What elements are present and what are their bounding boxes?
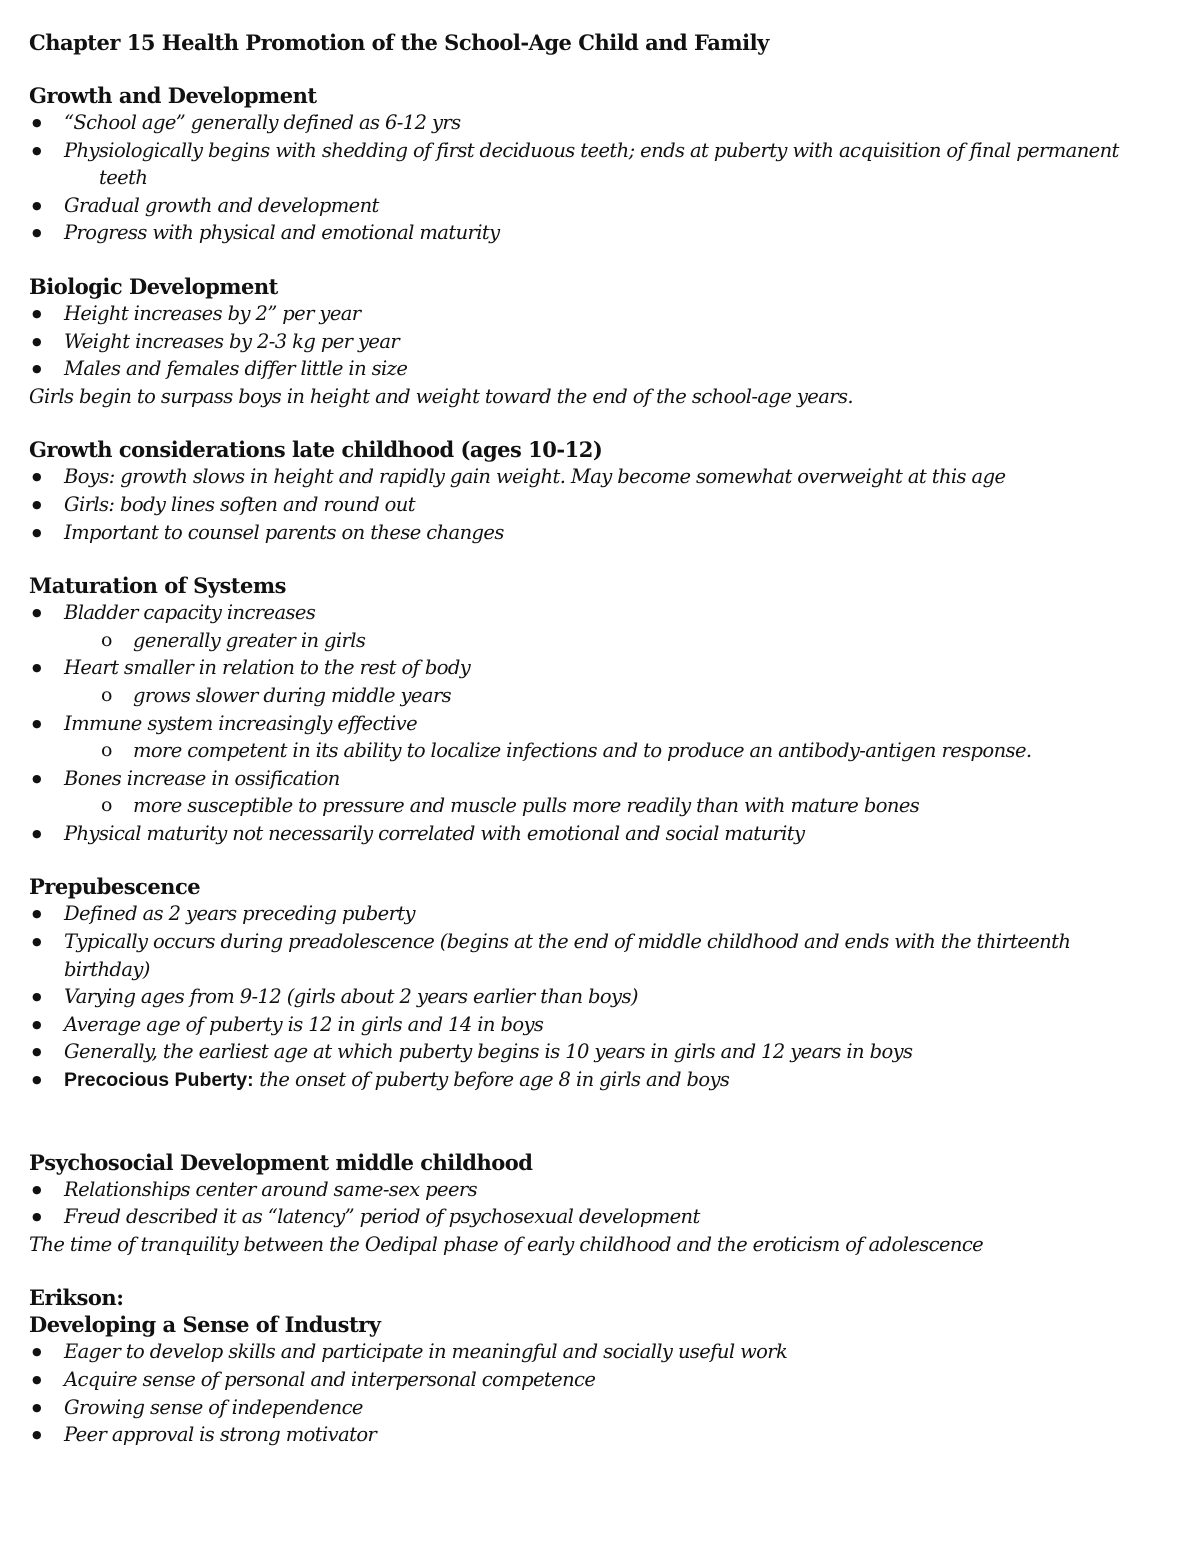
spacer <box>29 1121 1179 1149</box>
list-item: ● Average age of puberty is 12 in girls and 14 in boys <box>29 1011 1179 1039</box>
list-item: ● Heart smaller in relation to the rest of body <box>29 654 1179 682</box>
list-item: ● Acquire sense of personal and interpersonal competence <box>29 1366 1179 1394</box>
section-heading: Maturation of Systems <box>29 573 286 599</box>
list-item: ● “School age” generally defined as 6-12 yrs <box>29 109 1179 137</box>
list-item: ● Weight increases by 2-3 kg per year <box>29 328 1179 356</box>
term-label: Precocious Puberty: <box>64 1069 254 1092</box>
section-psychosocial <box>29 1149 1179 1259</box>
bullet-list <box>29 599 1179 847</box>
section-erikson <box>29 1284 1179 1448</box>
list-item: ● Girls: body lines soften and round out <box>29 491 1179 519</box>
list-item: ● Peer approval is strong motivator <box>29 1421 1179 1449</box>
section-note: Girls begin to surpass boys in height and weight toward the end of the school-age years. <box>29 384 853 408</box>
section-heading: Erikson: <box>29 1285 124 1311</box>
list-item: ● Eager to develop skills and participate in meaningful and socially useful work <box>29 1338 1179 1366</box>
sub-list-item: o grows slower during middle years <box>29 682 1179 710</box>
section-heading: Biologic Development <box>29 273 278 299</box>
list-item: ● Defined as 2 years preceding puberty <box>29 900 1179 928</box>
section-prepubescence <box>29 873 1179 1094</box>
section-heading: Growth and Development <box>29 83 317 108</box>
page-title: Chapter 15 Health Promotion of the School-Age Child and Family <box>29 30 769 55</box>
list-item <box>29 137 1179 192</box>
section-heading: Growth considerations late childhood (ages 10-12) <box>29 437 603 463</box>
list-item: ● Males and females differ little in size <box>29 355 1179 383</box>
section-biologic <box>29 273 1179 410</box>
sub-list-item: o more susceptible to pressure and muscle pulls more readily than with mature bones <box>29 792 1179 820</box>
section-note: The time of tranquility between the Oedipal phase of early childhood and the eroticism of adolescence <box>29 1232 984 1256</box>
section-late-childhood <box>29 436 1179 546</box>
section-growth <box>29 82 1179 247</box>
bullet-list <box>29 1176 1179 1231</box>
bullet-list <box>29 109 1179 247</box>
list-item: ● Height increases by 2” per year <box>29 300 1179 328</box>
list-item: ● Important to counsel parents on these changes <box>29 519 1179 547</box>
list-item <box>29 928 1179 983</box>
section-heading: Psychosocial Development middle childhood <box>29 1149 533 1175</box>
list-item: ● Relationships center around same-sex peers <box>29 1176 1179 1204</box>
list-item-continuation: teeth <box>99 166 148 190</box>
term-definition: the onset of puberty before age 8 in girls and boys <box>253 1068 730 1092</box>
sub-list-item: o generally greater in girls <box>29 627 1179 655</box>
bullet-list <box>29 300 1179 383</box>
list-item-continuation: birthday) <box>64 957 150 981</box>
section-heading: Prepubescence <box>29 874 201 900</box>
list-item: ● Varying ages from 9-12 (girls about 2 years earlier than boys) <box>29 983 1179 1011</box>
list-item: ● Growing sense of independence <box>29 1394 1179 1422</box>
list-item: ● Generally, the earliest age at which puberty begins is 10 years in girls and 12 years in boys <box>29 1038 1179 1066</box>
document-page <box>29 28 1179 1475</box>
list-item <box>29 1066 1179 1095</box>
bullet-list <box>29 1338 1179 1448</box>
list-item: ● Freud described it as “latency” period of psychosexual development <box>29 1203 1179 1231</box>
bullet-list <box>29 900 1179 1094</box>
list-item: ● Boys: growth slows in height and rapidly gain weight. May become somewhat overweight at this age <box>29 463 1179 491</box>
list-item-text: Typically occurs during preadolescence (begins at the end of middle childhood and ends with the thirteenth <box>64 930 1071 954</box>
list-item: ● Bladder capacity increases <box>29 599 1179 627</box>
sub-list-item: o more competent in its ability to localize infections and to produce an antibody-antigen response. <box>29 737 1179 765</box>
section-subheading: Developing a Sense of Industry <box>29 1312 381 1338</box>
bullet-list <box>29 463 1179 546</box>
list-item: ● Bones increase in ossification <box>29 765 1179 793</box>
list-item: ● Immune system increasingly effective <box>29 710 1179 738</box>
list-item: ● Gradual growth and development <box>29 192 1179 220</box>
list-item-text: Physiologically begins with shedding of first deciduous teeth; ends at puberty with acquisition of final permanent <box>64 138 1119 162</box>
list-item: ● Physical maturity not necessarily correlated with emotional and social maturity <box>29 820 1179 848</box>
section-maturation <box>29 572 1179 847</box>
list-item: ● Progress with physical and emotional maturity <box>29 219 1179 247</box>
